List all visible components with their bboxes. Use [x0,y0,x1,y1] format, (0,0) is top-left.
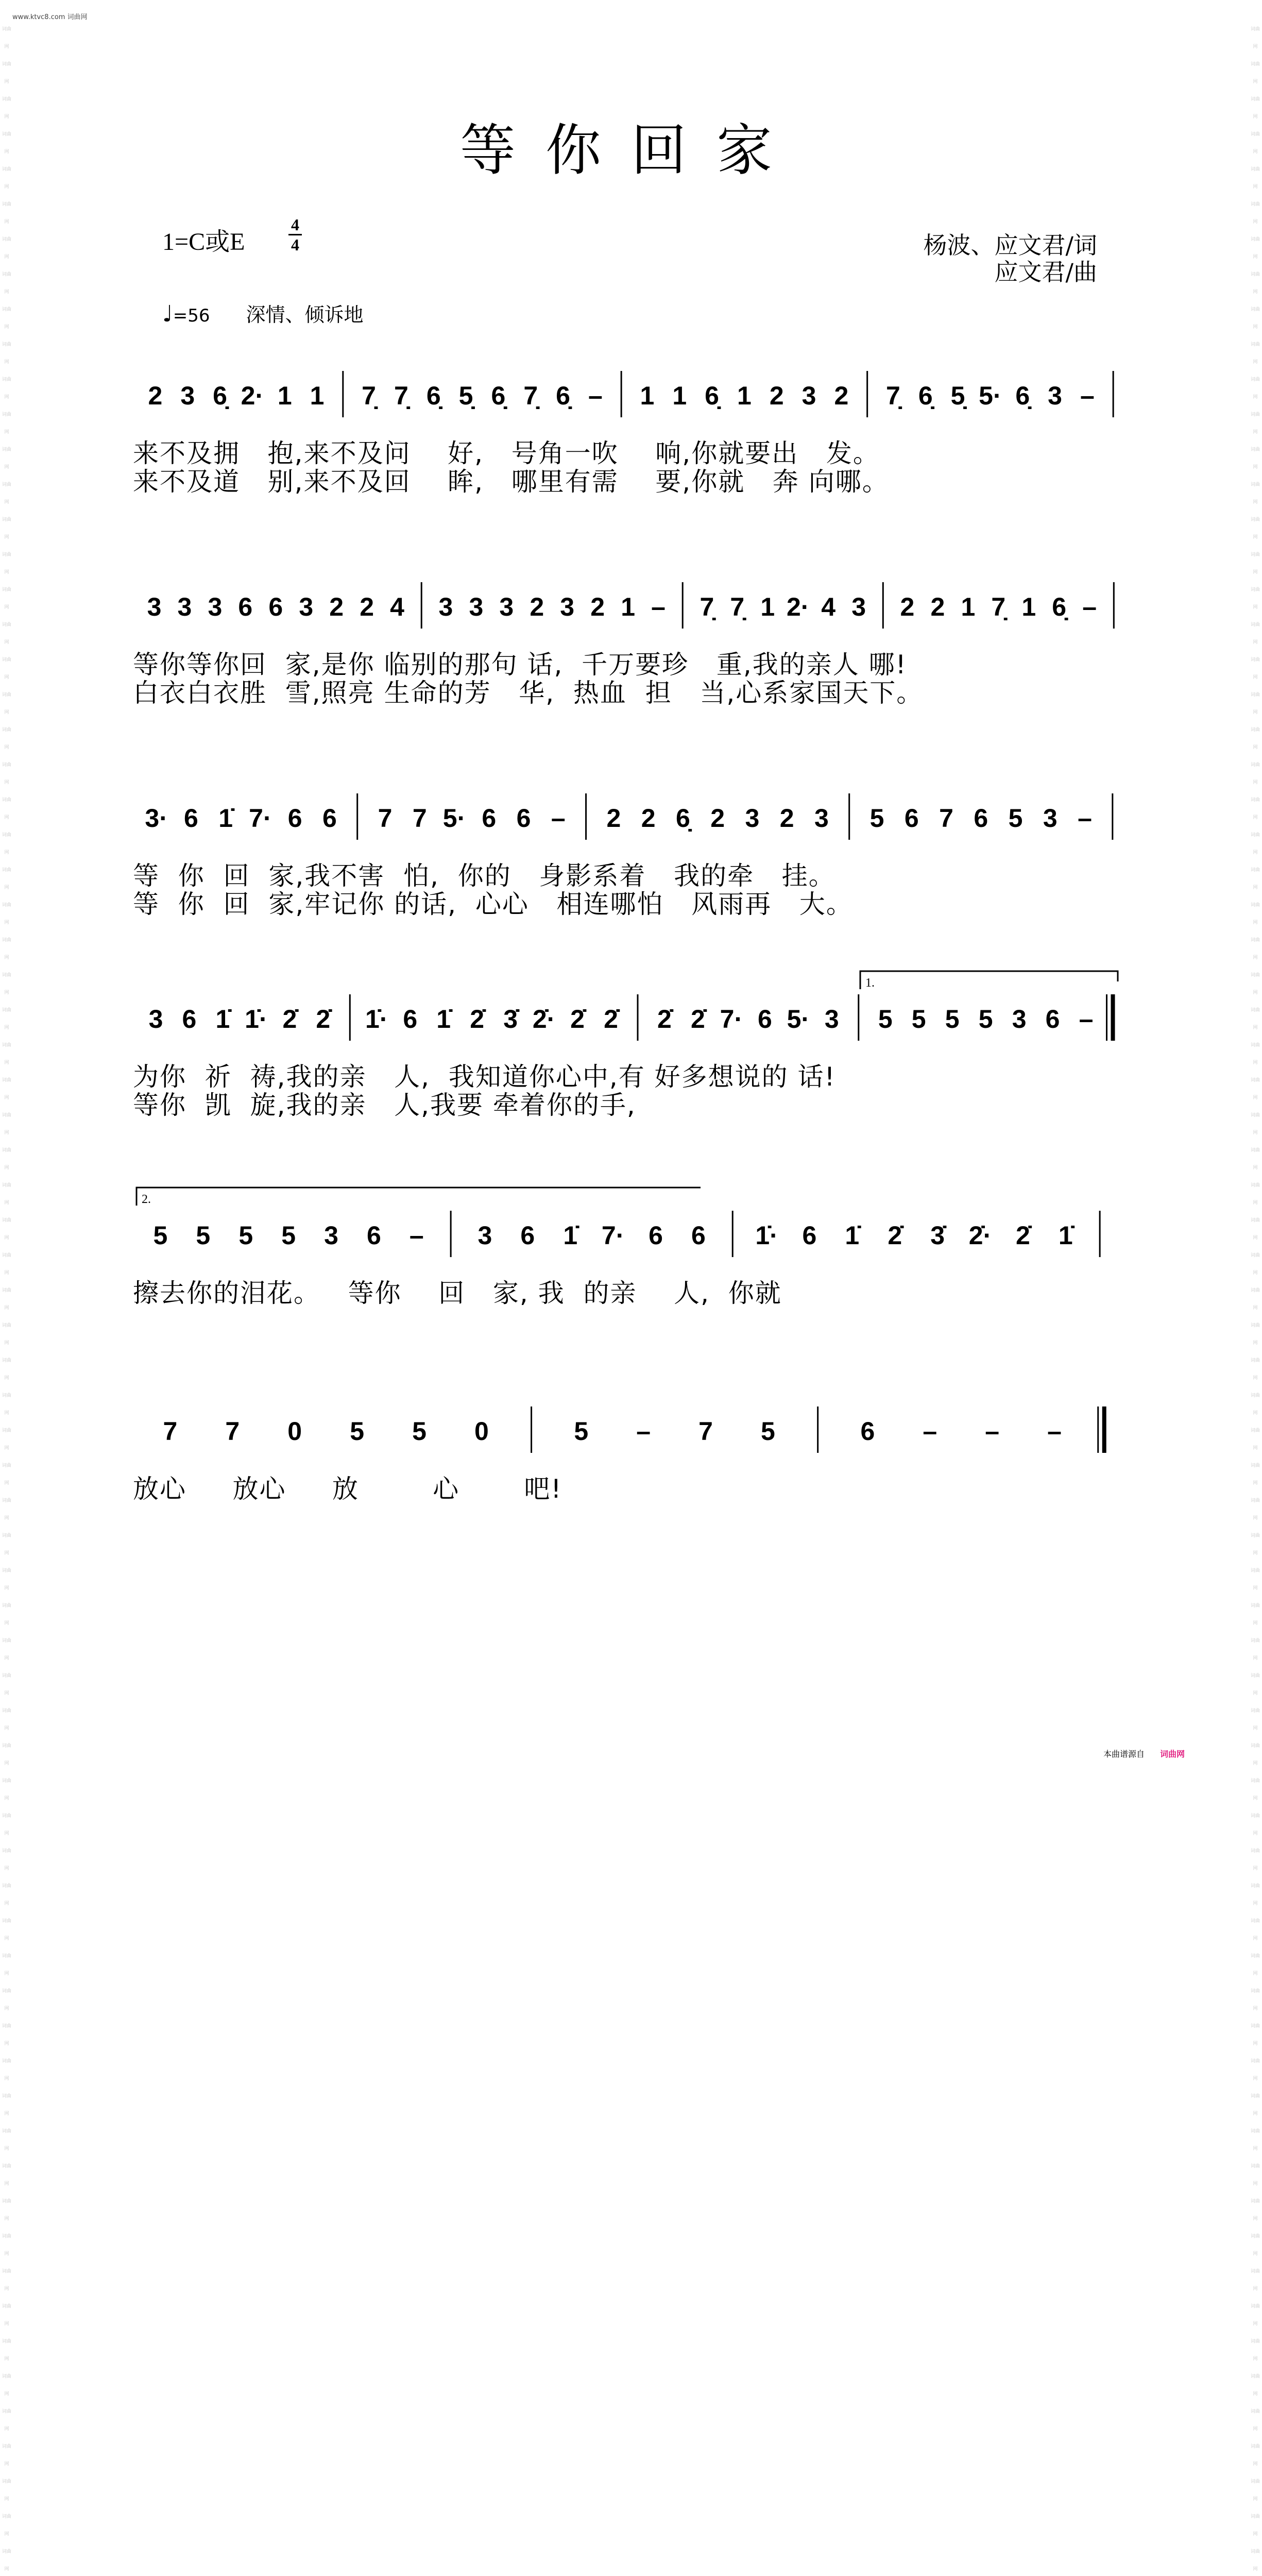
note: 2 [779,804,794,833]
volta-label: 1. [865,976,875,990]
note: 3 [824,1005,839,1033]
note: 1 [640,381,655,410]
note: 5 [574,1417,589,1446]
note: 6̣ [426,381,441,410]
note: 7· [720,1005,743,1033]
note: 1̇· [245,1005,268,1033]
note: 4 [821,592,836,621]
lyric-line: 来不及拥 抱,来不及问 好, 号角一吹 响,你就要出 发。 [133,438,880,468]
left-margin-watermark: 词曲网 词曲网 词曲网 词曲网 词曲网 词曲网 词曲网 词曲网 词曲网 词曲网 词曲网 词曲网 词曲网 词曲网 词曲网 词曲网 词曲网 词曲网 词曲网 词曲网 词曲网 词曲网 词曲网 词曲网 词曲网 词曲网 词曲网 词曲网 词曲网 词曲网 词曲网 词曲网 词曲网 词曲网 词曲网 词曲网 词曲网 词曲网 词曲网 词曲网 词曲网 词曲网 词曲网 词曲网 词曲网 词曲网 词曲网 词曲网 词曲网 词曲网 词曲网 词曲网 词曲网 词曲网 词曲网 词曲网 词曲网 词曲网 词曲网 词曲网 词曲网 词曲网 词曲网 词曲网 词曲网 词曲网 词曲网 词曲网 词曲网 词曲网 词曲网 词曲网 词曲网 [2,27,12,2572]
note: 2 [900,592,915,621]
site-mark: www.ktvc8.com 词曲网 [12,13,88,21]
note: 7 [225,1417,240,1446]
note: 2· [786,592,810,621]
note: 1 [1021,592,1036,621]
note: 3 [560,592,575,621]
note: 2̇ [604,1005,618,1033]
lyric-line: 来不及道 别,来不及回 眸, 哪里有需 要,你就 奔 向哪。 [133,467,889,497]
note: 3 [148,1005,163,1033]
note: 1̇ [563,1221,578,1250]
note: 7 [378,804,393,833]
note: 2· [241,381,264,410]
note: 6̣ [1052,592,1067,621]
dash-note: – [1047,1417,1062,1446]
note: 7̣ [730,592,745,621]
note: 1 [760,592,775,621]
dash-note: – [551,804,566,833]
footer-source: 本曲谱源自 [1103,1749,1145,1759]
time-signature-top: 4 [291,215,299,234]
quarter-note-icon: ♩ [162,301,173,327]
note: 3 [499,592,514,621]
note: 7 [412,804,427,833]
note: 2̇ [282,1005,297,1033]
lyric-line: 等你等你回 家,是你 临别的那句 话, 千万要珍 重,我的亲人 哪! [133,650,907,680]
dash-note: – [1079,1005,1094,1033]
note: 3 [299,592,314,621]
note: 6 [182,1005,197,1033]
footer-site: 词曲网 [1159,1749,1185,1759]
dash-note: – [651,592,666,621]
lyric-line: 擦去你的泪花。 等你 回 家, 我 的亲 人, 你就 [133,1278,782,1308]
note: 2̇ [470,1005,485,1033]
lyric-line: 放心 放心 放 心 吧! [133,1474,562,1504]
footer-note [1103,1748,1185,1759]
note: 5 [911,1005,926,1033]
key-signature: 1=C或E [162,228,245,256]
note: 3 [208,592,223,621]
note: 3 [438,592,453,621]
note: 7̣ [362,381,376,410]
volta-bracket [137,1188,701,1206]
note: 5̣ [950,381,965,410]
note: 5 [761,1417,775,1446]
dash-note: – [1080,381,1095,410]
note: 2̇ [1016,1221,1030,1250]
lyric-line: 等你 凯 旋,我的亲 人,我要 牵着你的手, [133,1090,636,1120]
note: 5 [978,1005,993,1033]
note: 6 [649,1221,663,1250]
note: 5 [281,1221,296,1250]
note: 5 [869,804,884,833]
note: 2 [530,592,544,621]
note: 2 [148,381,163,410]
note: 5̣ [458,381,473,410]
note: 7 [163,1417,178,1446]
note: 1 [961,592,976,621]
notation-line [0,572,1262,644]
note: 6̣ [491,381,506,410]
note: 6 [520,1221,535,1250]
note: 0 [474,1417,489,1446]
note: 7̣ [700,592,714,621]
note: 2̇ [316,1005,331,1033]
time-signature-bottom: 4 [291,235,299,254]
note: 3 [851,592,866,621]
note: 6̣ [918,381,933,410]
note: 3 [745,804,760,833]
note: 3 [177,592,192,621]
note: 6 [268,592,283,621]
time-signature [288,215,302,254]
note: 5 [1008,804,1023,833]
note: 3 [469,592,484,621]
note: 1 [277,381,292,410]
note: 3 [147,592,162,621]
note: 1̇· [755,1221,778,1250]
note: 6 [1045,1005,1060,1033]
note: 3 [1048,381,1062,410]
dash-note: – [409,1221,424,1250]
note: 3̇ [930,1221,945,1250]
lyric-line: 等 你 回 家,牢记你 的话, 心心 相连哪怕 风雨再 大。 [133,889,853,919]
dash-note: – [1082,592,1097,621]
note: 7 [698,1417,713,1446]
notation-line [0,361,1262,433]
note: 5 [945,1005,960,1033]
note: 2̇ [888,1221,902,1250]
note: 1 [621,592,636,621]
note: 5· [442,804,466,833]
note: 7̣ [523,381,538,410]
notation-line [0,1193,1262,1273]
note: 5 [350,1417,365,1446]
note: 5 [412,1417,427,1446]
note: 2 [769,381,784,410]
tempo-marking [162,299,364,327]
note: 1̇ [1058,1221,1073,1250]
note: 2 [710,804,725,833]
note: 1̇ [436,1005,451,1033]
note: 2 [834,381,849,410]
note: 6 [403,1005,418,1033]
note: 7 [939,804,953,833]
note: 5 [196,1221,211,1250]
song-title: 等你回家 [459,118,802,183]
note: 0 [287,1417,302,1446]
note: 5 [153,1221,168,1250]
note: 7· [249,804,272,833]
lyric-line: 为你 祈 祷,我的亲 人, 我知道你心中,有 好多想说的 话! [133,1062,836,1092]
note: 3 [1012,1005,1027,1033]
note: 1̇ [845,1221,860,1250]
note: 5 [238,1221,253,1250]
note: 6 [974,804,988,833]
right-margin-watermark: 词曲网 词曲网 词曲网 词曲网 词曲网 词曲网 词曲网 词曲网 词曲网 词曲网 词曲网 词曲网 词曲网 词曲网 词曲网 词曲网 词曲网 词曲网 词曲网 词曲网 词曲网 词曲网 词曲网 词曲网 词曲网 词曲网 词曲网 词曲网 词曲网 词曲网 词曲网 词曲网 词曲网 词曲网 词曲网 词曲网 词曲网 词曲网 词曲网 词曲网 词曲网 词曲网 词曲网 词曲网 词曲网 词曲网 词曲网 词曲网 词曲网 词曲网 词曲网 词曲网 词曲网 词曲网 词曲网 词曲网 词曲网 词曲网 词曲网 词曲网 词曲网 词曲网 词曲网 词曲网 词曲网 词曲网 词曲网 词曲网 词曲网 词曲网 词曲网 词曲网 词曲网 [1251,27,1260,2572]
note: 6 [367,1221,381,1250]
notation-line [0,1396,1262,1468]
note: 1 [310,381,325,410]
dash-note: – [636,1417,651,1446]
note: 1̇ [218,804,233,833]
dash-note: – [1078,804,1092,833]
note: 3 [814,804,829,833]
lyric-line: 白衣白衣胜 雪,照亮 生命的芳 华, 热血 担 当,心系家国天下。 [133,678,924,708]
note: 1̇ [215,1005,230,1033]
note: 6 [691,1221,706,1250]
note: 2̇ [570,1005,585,1033]
note: 2̇· [968,1221,992,1250]
note: 7̣ [886,381,900,410]
dash-note: – [588,381,603,410]
lyricist-credit: 杨波、应文君/词 [923,231,1097,259]
note: 5 [878,1005,893,1033]
note: 1 [672,381,687,410]
note: 1 [737,381,752,410]
note: 2 [329,592,344,621]
note: 6 [860,1417,875,1446]
note: 2̇ [691,1005,705,1033]
note: 6̣ [213,381,227,410]
note: 6 [516,804,531,833]
note: 2̇ [657,1005,672,1033]
volta-label: 2. [142,1193,151,1206]
note: 6 [183,804,198,833]
composer-credit: 应文君/曲 [994,258,1097,286]
note: 4 [390,592,404,621]
note: 2 [360,592,374,621]
dash-note: – [985,1417,1000,1446]
note: 6 [322,804,337,833]
expression-mark: 深情、倾诉地 [246,303,364,326]
note: 3 [477,1221,492,1250]
note: 2̇· [532,1005,556,1033]
note: 6 [482,804,497,833]
note: 5· [787,1005,810,1033]
note: 3 [324,1221,338,1250]
note: 6 [757,1005,772,1033]
note: 2 [641,804,656,833]
note: 6 [802,1221,817,1250]
note: 6 [238,592,253,621]
notation-line [0,783,1262,855]
note: 2 [590,592,605,621]
note: 2 [930,592,945,621]
note: 5· [979,381,1002,410]
note: 1̇· [365,1005,388,1033]
note: 6̣ [556,381,570,410]
note: 7̣ [991,592,1006,621]
note: 7· [601,1221,625,1250]
note: 6 [904,804,919,833]
note: 3 [801,381,816,410]
notation-line [0,976,1262,1056]
dash-note: – [923,1417,937,1446]
note: 7̣ [394,381,408,410]
note: 6̣ [675,804,690,833]
note: 3̇ [503,1005,518,1033]
lyric-line: 等 你 回 家,我不害 怕, 你的 身影系着 我的牵 挂。 [133,861,835,891]
note: 3 [180,381,195,410]
volta-bracket [860,971,1118,989]
note: 6̣ [1015,381,1030,410]
note: 3· [145,804,168,833]
tempo-value: =56 [173,306,210,326]
note: 6 [287,804,302,833]
note: 2 [606,804,621,833]
note: 3 [1043,804,1058,833]
note: 6̣ [705,381,719,410]
